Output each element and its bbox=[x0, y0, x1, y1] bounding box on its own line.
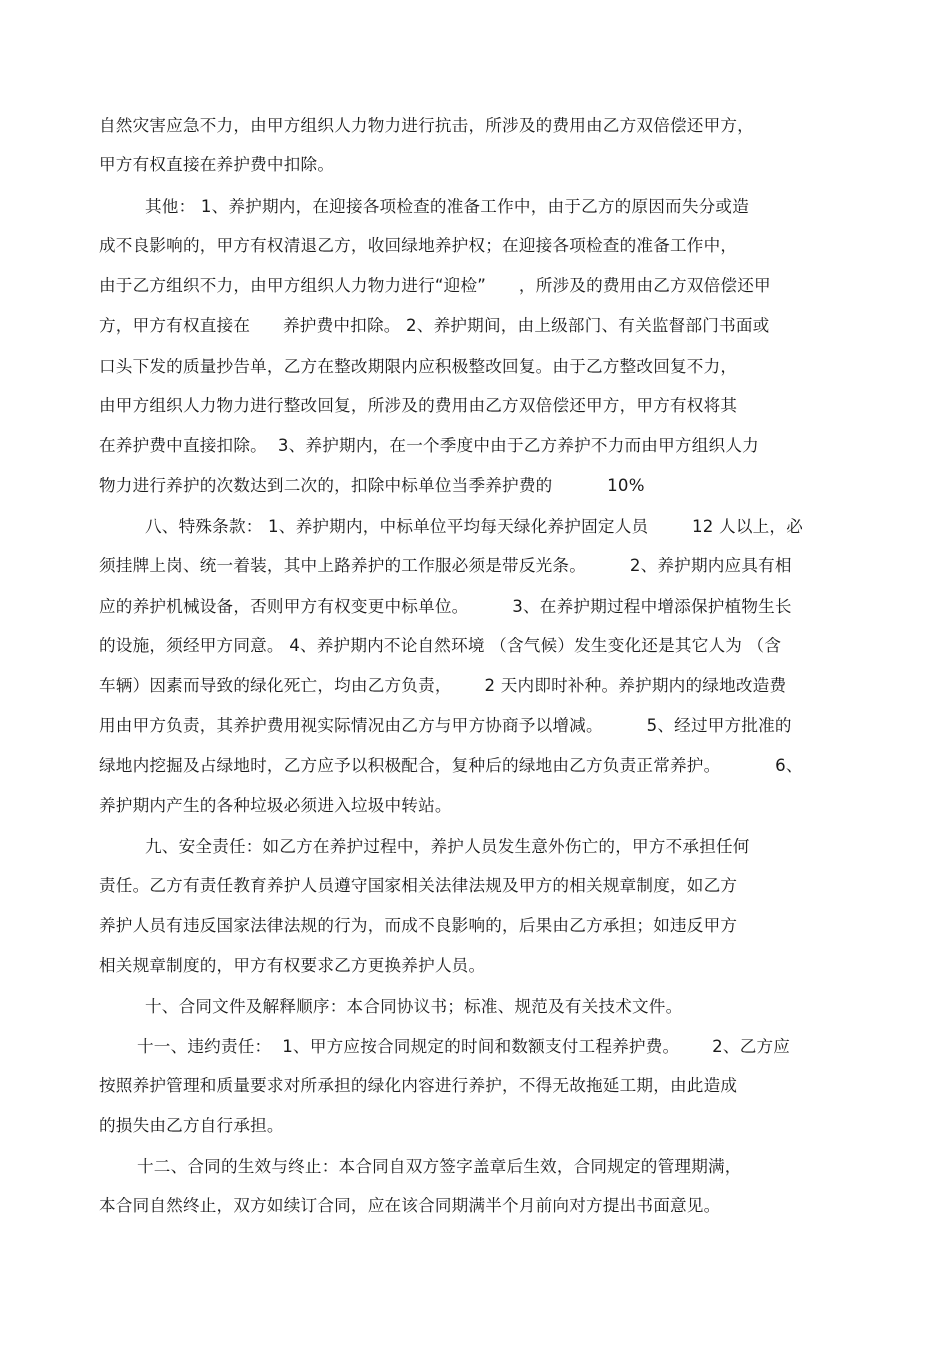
text-line: 方，甲方有权直接在 养护费中扣除。 2、养护期间，由上级部门、有关监督部门书面或 bbox=[99, 316, 770, 335]
text-line: 须挂牌上岗、统一着装，其中上路养护的工作服必须是带反光条。 2、养护期内应具有相 bbox=[99, 556, 792, 575]
text-line: 的设施，须经甲方同意。 4、养护期内不论自然环境 （含气候）发生变化还是其它人为 （含 bbox=[99, 636, 782, 655]
text-line: 养护人员有违反国家法律法规的行为，而成不良影响的，后果由乙方承担；如违反甲方 bbox=[99, 916, 738, 935]
text-line: 的损失由乙方自行承担。 bbox=[99, 1116, 284, 1135]
text-line: 十一、违约责任： 1、甲方应按合同规定的时间和数额支付工程养护费。 2、乙方应 bbox=[137, 1037, 791, 1056]
text-line: 甲方有权直接在养护费中扣除。 bbox=[99, 155, 335, 174]
text-line: 应的养护机械设备，否则甲方有权变更中标单位。 3、在养护期过程中增添保护植物生长 bbox=[99, 597, 792, 616]
text-line: 按照养护管理和质量要求对所承担的绿化内容进行养护，不得无故拖延工期，由此造成 bbox=[99, 1076, 738, 1095]
text-line: 十二、合同的生效与终止：本合同自双方签字盖章后生效，合同规定的管理期满， bbox=[137, 1157, 742, 1176]
text-line: 其他： 1、养护期内，在迎接各项检查的准备工作中，由于乙方的原因而失分或造 bbox=[145, 197, 750, 216]
text-line: 九、安全责任：如乙方在养护过程中，养护人员发生意外伤亡的，甲方不承担任何 bbox=[145, 837, 750, 856]
text-line: 自然灾害应急不力，由甲方组织人力物力进行抗击，所涉及的费用由乙方双倍偿还甲方， bbox=[99, 116, 754, 135]
text-line: 用由甲方负责，其养护费用视实际情况由乙方与甲方协商予以增减。 5、经过甲方批准的 bbox=[99, 716, 792, 735]
text-line: 物力进行养护的次数达到二次的，扣除中标单位当季养护费的 10% bbox=[99, 476, 645, 495]
text-line: 养护期内产生的各种垃圾必须进入垃圾中转站。 bbox=[99, 796, 452, 815]
text-line: 口头下发的质量抄告单，乙方在整改期限内应积极整改回复。由于乙方整改回复不力， bbox=[99, 357, 738, 376]
text-line: 绿地内挖掘及占绿地时，乙方应予以积极配合，复种后的绿地由乙方负责正常养护。 6、 bbox=[99, 756, 803, 775]
text-line: 责任。乙方有责任教育养护人员遵守国家相关法律法规及甲方的相关规章制度，如乙方 bbox=[99, 876, 738, 895]
text-line: 由于乙方组织不力，由甲方组织人力物力进行“迎检” ，所涉及的费用由乙方双倍偿还甲 bbox=[99, 276, 771, 295]
text-line: 由甲方组织人力物力进行整改回复，所涉及的费用由乙方双倍偿还甲方，甲方有权将其 bbox=[99, 396, 738, 415]
text-line: 在养护费中直接扣除。 3、养护期内，在一个季度中由于乙方养护不力而由甲方组织人力 bbox=[99, 436, 759, 455]
text-line: 八、特殊条款： 1、养护期内，中标单位平均每天绿化养护固定人员 12 人以上，必 bbox=[145, 517, 804, 536]
text-line: 相关规章制度的，甲方有权要求乙方更换养护人员。 bbox=[99, 956, 486, 975]
text-line: 十、合同文件及解释顺序：本合同协议书；标准、规范及有关技术文件。 bbox=[145, 997, 683, 1016]
text-line: 成不良影响的，甲方有权清退乙方，收回绿地养护权；在迎接各项检查的准备工作中， bbox=[99, 236, 738, 255]
text-line: 车辆）因素而导致的绿化死亡，均由乙方负责， 2 天内即时补种。养护期内的绿地改造费 bbox=[99, 676, 787, 695]
text-line: 本合同自然终止，双方如续订合同，应在该合同期满半个月前向对方提出书面意见。 bbox=[99, 1196, 721, 1215]
